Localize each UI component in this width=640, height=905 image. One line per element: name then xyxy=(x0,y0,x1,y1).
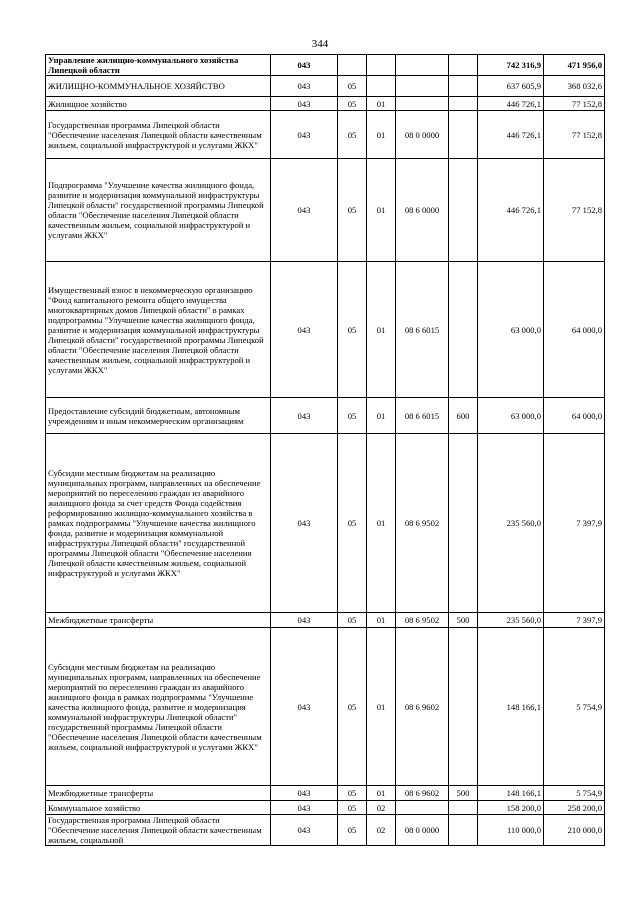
cell-sum-2: 64 000,0 xyxy=(544,398,605,434)
cell-ministry: 043 xyxy=(271,76,338,97)
cell-target: 08 6 0000 xyxy=(396,159,449,262)
cell-expense-type xyxy=(449,76,478,97)
cell-section: 05 xyxy=(338,786,367,801)
cell-expense-type xyxy=(449,815,478,846)
cell-ministry: 043 xyxy=(271,801,338,815)
cell-sum-1: 110 000,0 xyxy=(478,815,544,846)
cell-sum-1: 148 166,1 xyxy=(478,628,544,786)
cell-ministry: 043 xyxy=(271,111,338,159)
cell-subsection: 01 xyxy=(367,262,396,398)
cell-ministry: 043 xyxy=(271,398,338,434)
cell-sum-2: 7 397,9 xyxy=(544,434,605,613)
cell-expense-type xyxy=(449,97,478,111)
cell-section xyxy=(338,55,367,76)
cell-sum-1: 742 316,9 xyxy=(478,55,544,76)
cell-sum-2: 210 000,0 xyxy=(544,815,605,846)
cell-sum-1: 148 166,1 xyxy=(478,786,544,801)
cell-ministry: 043 xyxy=(271,159,338,262)
cell-section: 05 xyxy=(338,613,367,628)
cell-target xyxy=(396,55,449,76)
cell-section: 05 xyxy=(338,111,367,159)
table-row xyxy=(46,801,605,815)
cell-subsection: 01 xyxy=(367,613,396,628)
cell-ministry: 043 xyxy=(271,815,338,846)
cell-section: 05 xyxy=(338,801,367,815)
table-row xyxy=(46,434,605,613)
cell-name: Коммунальное хозяйство xyxy=(46,801,271,815)
cell-ministry: 043 xyxy=(271,628,338,786)
table-row xyxy=(46,262,605,398)
cell-sum-2: 64 000,0 xyxy=(544,262,605,398)
cell-sum-2: 5 754,9 xyxy=(544,786,605,801)
cell-name: Субсидии местным бюджетам на реализацию муниципальных программ, направленных на обеспечение мероприятий по переселению граждан из аварийного жилищного фонда в рамках подпрограммы "Улучшение качества жилищного фонда, развитие и модернизация коммунальной инфраструктуры Липецкой области" государственной программы Липецкой области "Обеспечение населения Липецкой области качественным жильем, социальной инфраструктурой и услугами ЖКХ" xyxy=(46,628,271,786)
cell-sum-2: 77 152,8 xyxy=(544,159,605,262)
table-row xyxy=(46,815,605,846)
cell-name: Предоставление субсидий бюджетным, автономным учреждениям и иным некоммерческим организациям xyxy=(46,398,271,434)
cell-subsection: 02 xyxy=(367,815,396,846)
cell-expense-type: 500 xyxy=(449,786,478,801)
cell-sum-1: 63 000,0 xyxy=(478,398,544,434)
cell-target: 08 6 9602 xyxy=(396,786,449,801)
table-row xyxy=(46,786,605,801)
cell-subsection: 02 xyxy=(367,801,396,815)
cell-subsection xyxy=(367,55,396,76)
cell-sum-1: 235 560,0 xyxy=(478,434,544,613)
cell-expense-type xyxy=(449,434,478,613)
cell-sum-1: 63 000,0 xyxy=(478,262,544,398)
cell-subsection: 01 xyxy=(367,97,396,111)
cell-name: Межбюджетные трансферты xyxy=(46,786,271,801)
cell-sum-2: 77 152,8 xyxy=(544,111,605,159)
cell-expense-type: 600 xyxy=(449,398,478,434)
cell-name: Управление жилищно-коммунального хозяйства Липецкой области xyxy=(46,55,271,76)
cell-target: 08 6 6015 xyxy=(396,398,449,434)
cell-sum-2: 7 397,9 xyxy=(544,613,605,628)
cell-name: Межбюджетные трансферты xyxy=(46,613,271,628)
cell-expense-type xyxy=(449,628,478,786)
cell-name: Субсидии местным бюджетам на реализацию муниципальных программ, направленных на обеспечение мероприятий по переселению граждан из аварийного жилищного фонда за счет средств Фонда содействия реформированию жилищно-коммунального хозяйства в рамках подпрограммы "Улучшение качества жилищного фонда, развитие и модернизация коммунальной инфраструктуры Липецкой области" государственной программы Липецкой области "Обеспечение населения Липецкой области качественным жильем, социальной инфраструктурой и услугами ЖКХ" xyxy=(46,434,271,613)
cell-section: 05 xyxy=(338,815,367,846)
cell-sum-1: 446 726,1 xyxy=(478,159,544,262)
cell-sum-1: 637 605,9 xyxy=(478,76,544,97)
cell-target xyxy=(396,76,449,97)
table-body xyxy=(46,55,605,846)
cell-name: Государственная программа Липецкой области "Обеспечение населения Липецкой области качественным жильем, социальной xyxy=(46,815,271,846)
cell-ministry: 043 xyxy=(271,97,338,111)
cell-section: 05 xyxy=(338,262,367,398)
cell-target: 08 6 9602 xyxy=(396,628,449,786)
cell-section: 05 xyxy=(338,76,367,97)
cell-subsection: 01 xyxy=(367,628,396,786)
table-row xyxy=(46,613,605,628)
cell-subsection xyxy=(367,76,396,97)
cell-name: Государственная программа Липецкой области "Обеспечение населения Липецкой области качественным жильем, социальной инфраструктурой и услугами ЖКХ" xyxy=(46,111,271,159)
cell-expense-type xyxy=(449,55,478,76)
cell-target: 08 0 0000 xyxy=(396,111,449,159)
cell-target xyxy=(396,97,449,111)
cell-section: 05 xyxy=(338,398,367,434)
cell-sum-2: 471 956,0 xyxy=(544,55,605,76)
cell-expense-type: 500 xyxy=(449,613,478,628)
table-row xyxy=(46,159,605,262)
cell-subsection: 01 xyxy=(367,786,396,801)
cell-ministry: 043 xyxy=(271,434,338,613)
table-row xyxy=(46,55,605,76)
cell-section: 05 xyxy=(338,628,367,786)
cell-sum-2: 77 152,8 xyxy=(544,97,605,111)
cell-section: 05 xyxy=(338,97,367,111)
cell-sum-1: 235 560,0 xyxy=(478,613,544,628)
cell-sum-2: 368 032,6 xyxy=(544,76,605,97)
cell-expense-type xyxy=(449,111,478,159)
cell-section: 05 xyxy=(338,159,367,262)
cell-subsection: 01 xyxy=(367,111,396,159)
cell-ministry: 043 xyxy=(271,55,338,76)
cell-target: 08 6 9502 xyxy=(396,613,449,628)
cell-sum-2: 258 200,0 xyxy=(544,801,605,815)
table-row xyxy=(46,628,605,786)
cell-section: 05 xyxy=(338,434,367,613)
cell-expense-type xyxy=(449,262,478,398)
cell-subsection: 01 xyxy=(367,159,396,262)
cell-expense-type xyxy=(449,159,478,262)
cell-target: 08 6 9502 xyxy=(396,434,449,613)
cell-target: 08 0 0000 xyxy=(396,815,449,846)
cell-name: Подпрограмма "Улучшение качества жилищного фонда, развитие и модернизация коммунальной инфраструктуры Липецкой области" государственной программы Липецкой области "Обеспечение населения Липецкой области качественным жильем, социальной инфраструктурой и услугами ЖКХ" xyxy=(46,159,271,262)
cell-target xyxy=(396,801,449,815)
table-row xyxy=(46,111,605,159)
cell-name: Имущественный взнос в некоммерческую организацию "Фонд капитального ремонта общего имущества многоквартирных домов Липецкой области" в рамках подпрограммы "Улучшение качества жилищного фонда, развитие и модернизация коммунальной инфраструктуры Липецкой области" государственной программы Липецкой области "Обеспечение населения Липецкой области качественным жильем, социальной инфраструктурой и услугами ЖКХ" xyxy=(46,262,271,398)
cell-sum-1: 158 200,0 xyxy=(478,801,544,815)
cell-target: 08 6 6015 xyxy=(396,262,449,398)
cell-name: Жилищное хозяйство xyxy=(46,97,271,111)
cell-sum-1: 446 726,1 xyxy=(478,97,544,111)
table-row xyxy=(46,97,605,111)
cell-name: ЖИЛИЩНО-КОММУНАЛЬНОЕ ХОЗЯЙСТВО xyxy=(46,76,271,97)
cell-subsection: 01 xyxy=(367,434,396,613)
cell-ministry: 043 xyxy=(271,786,338,801)
page-number: 344 xyxy=(311,38,329,50)
cell-subsection: 01 xyxy=(367,398,396,434)
cell-ministry: 043 xyxy=(271,262,338,398)
cell-sum-2: 5 754,9 xyxy=(544,628,605,786)
table-row xyxy=(46,398,605,434)
cell-ministry: 043 xyxy=(271,613,338,628)
cell-sum-1: 446 726,1 xyxy=(478,111,544,159)
budget-table xyxy=(45,54,605,846)
cell-expense-type xyxy=(449,801,478,815)
table-row xyxy=(46,76,605,97)
